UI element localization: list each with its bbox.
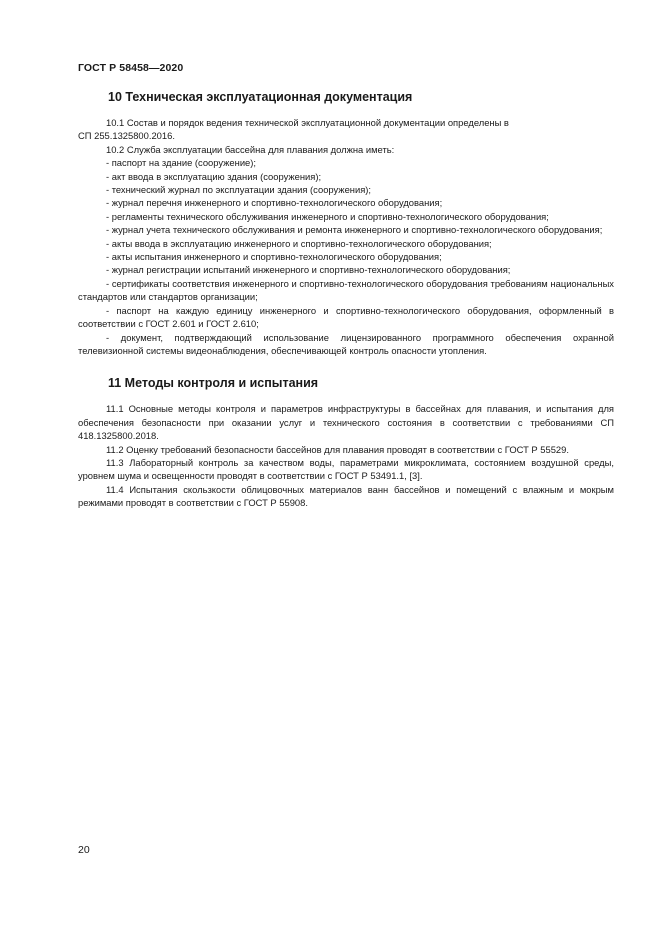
- paragraph: - паспорт на каждую единицу инженерного и спортивно-технологического оборудования, оформленный в соответствии с ГОСТ 2.601 и ГОСТ 2.610;: [78, 304, 614, 330]
- paragraph: - технический журнал по эксплуатации здания (сооружения);: [106, 184, 372, 196]
- section-10-title: 10 Техническая эксплуатационная документация: [108, 90, 413, 104]
- page-number: 20: [78, 844, 90, 856]
- paragraph: - акты ввода в эксплуатацию инженерного и спортивно-технологического оборудования;: [106, 237, 492, 249]
- paragraph: - регламенты технического обслуживания инженерного и спортивно-технологического оборудования;: [106, 210, 549, 222]
- section-10-body: [78, 116, 614, 357]
- paragraph: 11.3 Лабораторный контроль за качеством воды, параметрами микроклимата, состоянием воздушной среды, уровнем шума и освещенности проводят в соответствии с ГОСТ Р 53491.1, [3].: [78, 456, 614, 482]
- paragraph: 10.2 Служба эксплуатации бассейна для плавания должна иметь:: [106, 143, 395, 155]
- section-11-title: 11 Методы контроля и испытания: [108, 376, 319, 391]
- paragraph: СП 255.1325800.2016.: [78, 130, 175, 142]
- paragraph: 11.1 Основные методы контроля и параметров инфраструктуры в бассейнах для плавания, и испытания для обеспечения безопасности при оказании услуг и технического состояния в соответствии с требованиями СП 418.1325800.2018.: [78, 403, 614, 442]
- paragraph: 11.4 Испытания скользкости облицовочных материалов ванн бассейнов и помещений с влажным и мокрым режимами проводят в соответствии с ГОСТ Р 55908.: [78, 483, 614, 509]
- paragraph: - документ, подтверждающий использование лицензированного программного обеспечения охранной телевизионной системы видеонаблюдения, обеспечивающей контроль опасности утопления.: [78, 331, 614, 356]
- paragraph: - журнал учета технического обслуживания и ремонта инженерного и спортивно-технологического оборудования;: [106, 224, 603, 236]
- document-body: [78, 90, 614, 510]
- paragraph: - журнал перечня инженерного и спортивно-технологического оборудования;: [106, 197, 443, 209]
- paragraph: - паспорт на здание (сооружение);: [106, 157, 256, 169]
- paragraph: 10.1 Состав и порядок ведения технической эксплуатационной документации определены в: [106, 117, 509, 128]
- document-code-header: ГОСТ Р 58458—2020: [78, 62, 184, 74]
- section-11-body: [78, 402, 614, 509]
- paragraph: - журнал регистрации испытаний инженерного и спортивно-технологического оборудования;: [106, 264, 511, 276]
- paragraph: - сертификаты соответствия инженерного и спортивно-технологического оборудования требованиям национальных стандартов или стандартов организации;: [78, 277, 614, 303]
- paragraph: - акт ввода в эксплуатацию здания (сооружения);: [106, 170, 322, 182]
- paragraph: 11.2 Оценку требований безопасности бассейнов для плавания проводят в соответствии с ГОСТ Р 55529.: [106, 443, 569, 455]
- paragraph: - акты испытания инженерного и спортивно-технологического оборудования;: [106, 251, 442, 263]
